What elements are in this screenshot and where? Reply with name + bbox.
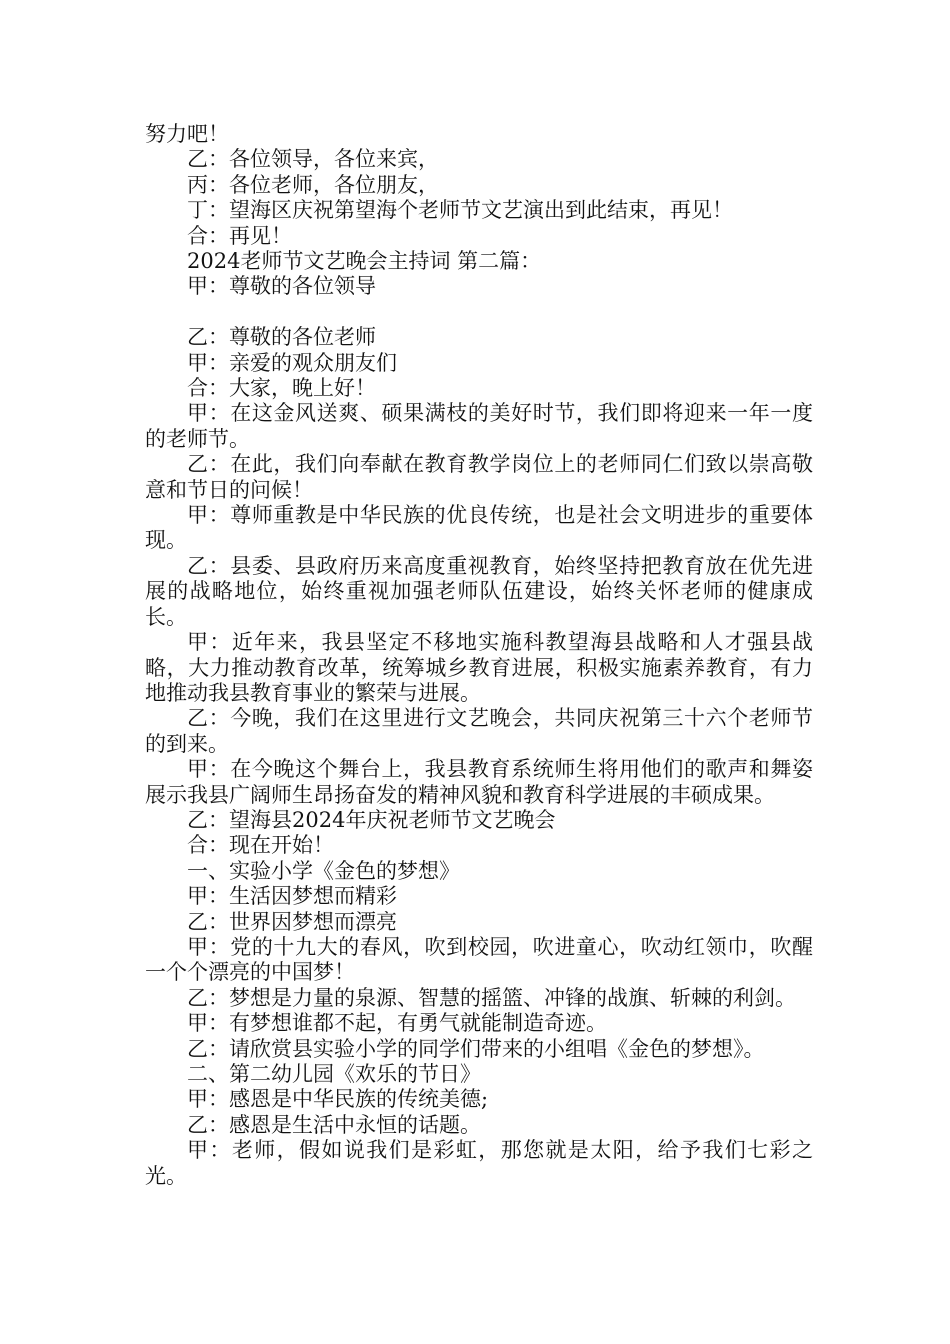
paragraph: 甲：近年来，我县坚定不移地实施科教望海县战略和人才强县战略，大力推动教育改革，统筹城乡教育进展，积极实施素养教育，有力地推动我县教育事业的繁荣与进展。	[145, 630, 813, 705]
paragraph: 乙：感恩是生活中永恒的话题。	[187, 1112, 481, 1137]
paragraph: 甲：老师，假如说我们是彩虹，那您就是太阳，给予我们七彩之光。	[145, 1138, 813, 1188]
paragraph: 乙：请欣赏县实验小学的同学们带来的小组唱《金色的梦想》。	[187, 1036, 765, 1061]
blank-line	[145, 300, 813, 325]
paragraph: 合：大家，晚上好！	[187, 376, 376, 401]
paragraph: 甲：尊师重教是中华民族的优良传统，也是社会文明进步的重要体现。	[145, 503, 813, 553]
paragraph: 甲：在今晚这个舞台上，我县教育系统师生将用他们的歌声和舞姿展示我县广阔师生昂扬奋发的精神风貌和教育科学进展的丰硕成果。	[145, 757, 813, 807]
section-heading: 2024老师节文艺晚会主持词 第二篇：	[187, 249, 542, 274]
document-body	[145, 122, 813, 1189]
paragraph: 甲：在这金风送爽、硕果满枝的美好时节，我们即将迎来一年一度的老师节。	[145, 401, 813, 451]
paragraph: 乙：今晚，我们在这里进行文艺晚会，共同庆祝第三十六个老师节的到来。	[145, 706, 813, 756]
paragraph: 甲：尊敬的各位领导	[187, 274, 376, 299]
paragraph: 甲：亲爱的观众朋友们	[187, 350, 397, 375]
paragraph: 乙：县委、县政府历来高度重视教育，始终坚持把教育放在优先进展的战略地位，始终重视加强老师队伍建设，始终关怀老师的健康成长。	[145, 553, 813, 629]
program-title: 一、实验小学《金色的梦想》	[187, 858, 460, 883]
paragraph: 丁：望海区庆祝第望海个老师节文艺演出到此结束，再见！	[187, 198, 733, 223]
paragraph: 努力吧！	[145, 122, 229, 146]
paragraph: 甲：生活因梦想而精彩	[187, 884, 397, 909]
paragraph: 乙：望海县2024年庆祝老师节文艺晚会	[187, 807, 556, 832]
paragraph: 甲：感恩是中华民族的传统美德;	[187, 1087, 489, 1112]
paragraph: 乙：梦想是力量的泉源、智慧的摇篮、冲锋的战旗、斩棘的利剑。	[187, 985, 796, 1010]
program-title: 二、第二幼儿园《欢乐的节日》	[187, 1062, 481, 1087]
paragraph: 乙：尊敬的各位老师	[187, 325, 376, 350]
paragraph: 乙：世界因梦想而漂亮	[187, 909, 397, 934]
paragraph: 甲：党的十九大的春风，吹到校园，吹进童心，吹动红领巾，吹醒一个个漂亮的中国梦！	[145, 934, 813, 985]
paragraph: 乙：在此，我们向奉献在教育教学岗位上的老师同仁们致以崇高敬意和节日的问候！	[145, 452, 813, 502]
paragraph: 甲：有梦想谁都不起，有勇气就能制造奇迹。	[187, 1011, 607, 1036]
paragraph: 丙：各位老师，各位朋友，	[187, 172, 439, 197]
paragraph: 乙：各位领导，各位来宾，	[187, 147, 439, 172]
paragraph: 合：再见！	[187, 223, 292, 248]
paragraph: 合：现在开始！	[187, 833, 334, 858]
